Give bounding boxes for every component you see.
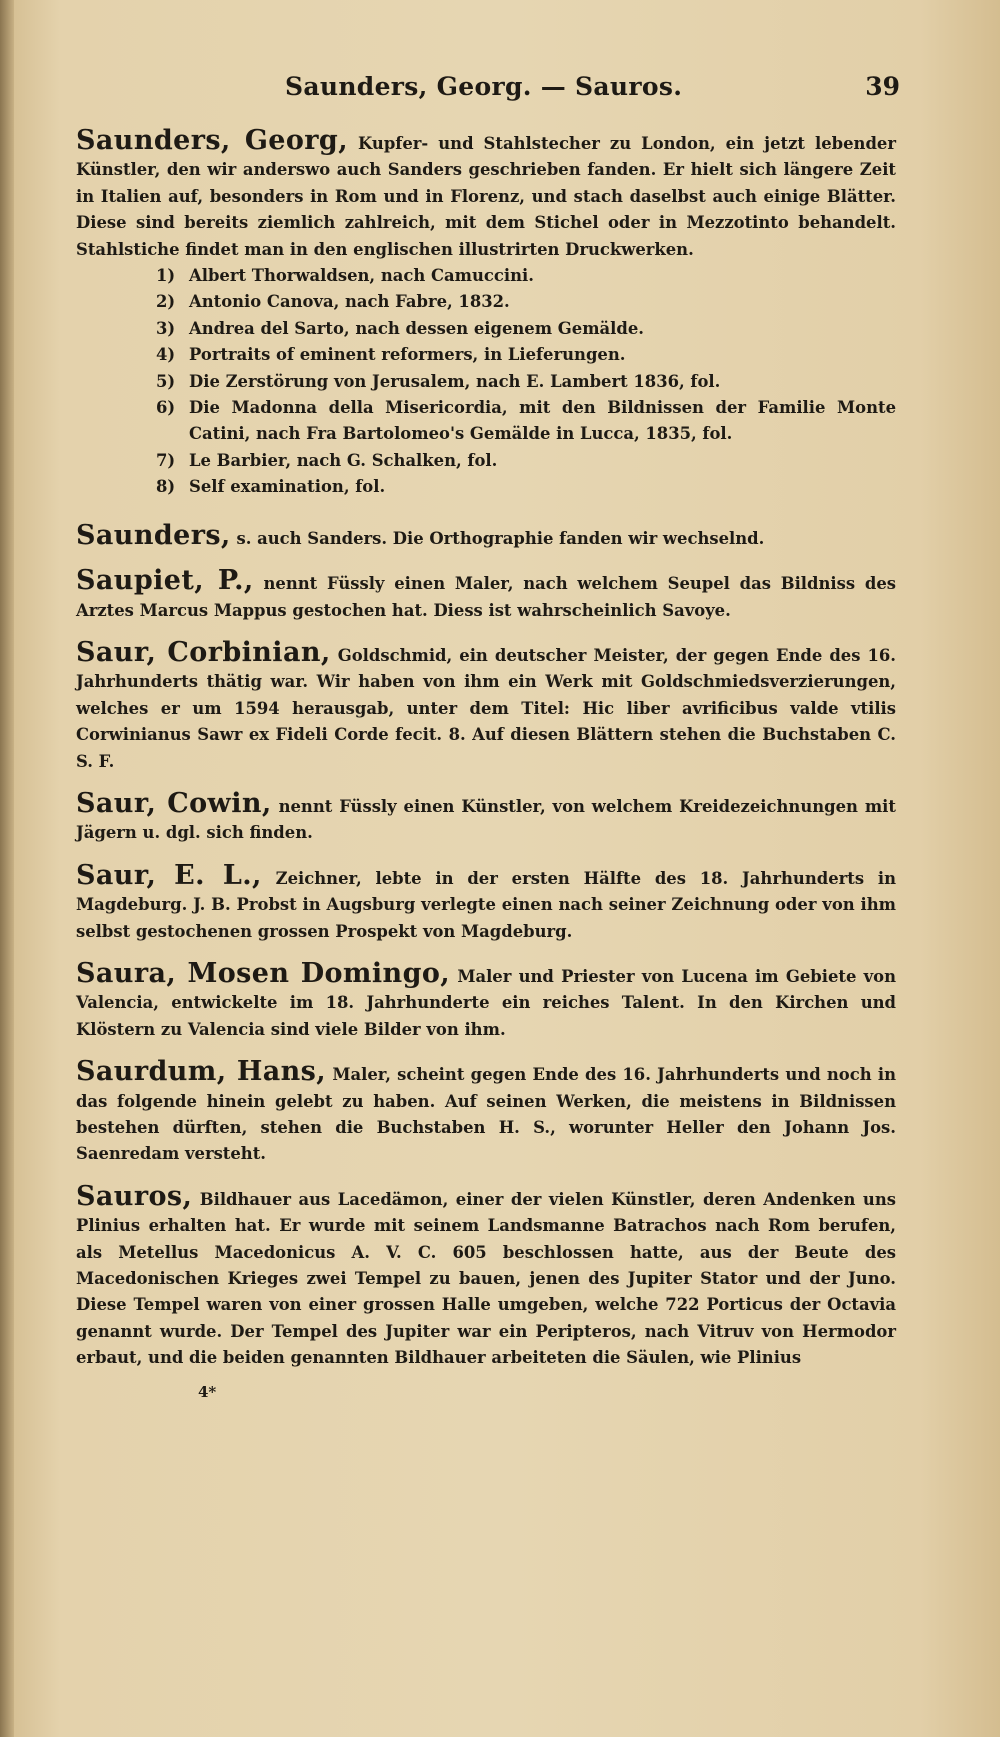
footer	[76, 1372, 896, 1401]
work-item	[156, 316, 896, 342]
work-item	[156, 369, 896, 395]
entry-name: Saur, E. L.,	[76, 859, 262, 891]
entry-text: s. auch Sanders. Die Orthographie fanden wir wechselnd.	[236, 528, 765, 548]
work-title: Antonio Canova, nach Fabre, 1832.	[189, 292, 510, 312]
entry-saurdum	[76, 1056, 896, 1168]
page-number: 39	[865, 72, 900, 101]
entry-saunders-georg	[76, 125, 896, 263]
entry-saupiet	[76, 565, 896, 624]
work-title: Le Barbier, nach G. Schalken, fol.	[189, 450, 498, 470]
page-header	[80, 72, 900, 112]
work-number: 7)	[156, 450, 176, 470]
entry-saunders	[76, 519, 896, 552]
entry-text: nennt Füssly einen Maler, nach welchem Seupel das Bildniss des Arztes Marcus Mappus gestochen hat. Diess ist wahrscheinlich Savoye.	[76, 574, 896, 620]
work-item	[156, 342, 896, 368]
entry-name: Saur, Cowin,	[76, 787, 272, 819]
entry-saur-cowin	[76, 787, 896, 847]
work-title: Portraits of eminent reformers, in Lieferungen.	[189, 345, 626, 365]
work-item	[156, 474, 896, 500]
work-title: Self examination, fol.	[189, 477, 386, 497]
entry-name: Sauros,	[76, 1180, 193, 1212]
entry-saur-corbinian	[76, 636, 897, 775]
entry-name: Saurdum, Hans,	[76, 1056, 327, 1088]
entry-name: Saur, Corbinian,	[76, 636, 331, 668]
entry-name: Saunders,	[76, 519, 231, 551]
work-number: 8)	[156, 477, 176, 497]
works-list	[76, 263, 896, 501]
entry-text: Maler, scheint gegen Ende des 16. Jahrhunderts und noch in das folgende hinein gelebt zu haben. Auf seinen Werken, die meistens in Bildnissen bestehen dürften, stehen die Buchstaben H. S., worunter Heller den Johann Jos. Saenredam versteht.	[76, 1065, 896, 1164]
work-number: 1)	[156, 266, 176, 286]
signature-mark: 4*	[198, 1382, 217, 1401]
running-head: Saunders, Georg. — Sauros.	[285, 72, 683, 101]
work-title: Andrea del Sarto, nach dessen eigenem Gemälde.	[189, 318, 645, 338]
work-number: 3)	[156, 318, 176, 338]
work-item	[156, 448, 896, 474]
work-number: 6)	[156, 398, 176, 418]
dictionary-entries	[76, 125, 897, 1401]
entry-text: Maler und Priester von Lucena im Gebiete von Valencia, entwickelte im 18. Jahrhunderte ein reiches Talent. In den Kirchen und Klöstern zu Valencia sind viele Bilder von ihm.	[76, 966, 897, 1039]
entry-text: Kupfer- und Stahlstecher zu London, ein jetzt lebender Künstler, den wir anderswo auch Sanders geschrieben fanden. Er hielt sich längere Zeit in Italien auf, besonders in Rom und in Florenz, und stach daselbst auch einige Blätter. Diese sind bereits ziemlich zahlreich, mit dem Stichel oder in Mezzotinto behandelt. Stahlstiche findet man in den englischen illustrirten Druckwerken.	[76, 134, 896, 259]
entry-text: nennt Füssly einen Künstler, von welchem Kreidezeichnungen mit Jägern u. dgl. sich finden.	[76, 796, 896, 843]
work-title: Die Zerstörung von Jerusalem, nach E. Lambert 1836, fol.	[189, 371, 721, 391]
work-number: 4)	[156, 345, 176, 365]
work-title: Albert Thorwaldsen, nach Camuccini.	[189, 266, 534, 286]
entry-saur-el	[76, 859, 896, 945]
work-item	[156, 263, 896, 289]
entry-name: Saupiet, P.,	[76, 565, 254, 597]
work-item	[156, 395, 896, 448]
entry-text: Zeichner, lebte in der ersten Hälfte des 18. Jahrhunderts in Magdeburg. J. B. Probst in Augsburg verlegte einen nach seiner Zeichnung oder von ihm selbst gestochenen grossen Prospekt von Magdeburg.	[76, 868, 896, 941]
work-number: 5)	[156, 371, 176, 391]
page-binding-edge	[0, 0, 14, 1737]
work-item	[156, 289, 896, 315]
entry-sauros	[76, 1180, 896, 1372]
entry-saura	[76, 957, 897, 1043]
work-number: 2)	[156, 292, 176, 312]
entry-name: Saunders, Georg,	[76, 125, 348, 156]
entry-text: Goldschmid, ein deutscher Meister, der gegen Ende des 16. Jahrhunderts thätig war. Wir haben von ihm ein Werk mit Goldschmiedsverzierungen, welches er um 1594 herausgab, unter dem Titel: Hic liber avrificibus valde vtilis Corwinianus Sawr ex Fideli Corde fecit. 8. Auf diesen Blättern stehen die Buchstaben C. S. F.	[76, 645, 897, 771]
entry-name: Saura, Mosen Domingo,	[76, 957, 451, 989]
work-title: Die Madonna della Misericordia, mit den Bildnissen der Familie Monte Catini, nach Fra Bartolomeo's Gemälde in Lucca, 1835, fol.	[189, 398, 896, 444]
entry-text: Bildhauer aus Lacedämon, einer der vielen Künstler, deren Andenken uns Plinius erhalten hat. Er wurde mit seinem Landsmanne Batrachos nach Rom berufen, als Metellus Macedonicus A. V. C. 605 beschlossen hatte, aus der Beute des Macedonischen Krieges zwei Tempel zu bauen, jenen des Jupiter Stator und der Juno. Diese Tempel waren von einer grossen Halle umgeben, welche 722 Porticus der Octavia genannt wurde. Der Tempel des Jupiter war ein Peripteros, nach Vitruv von Hermodor erbaut, und die beiden genannten Bildhauer arbeiteten die Säulen, wie Plinius	[76, 1189, 896, 1368]
